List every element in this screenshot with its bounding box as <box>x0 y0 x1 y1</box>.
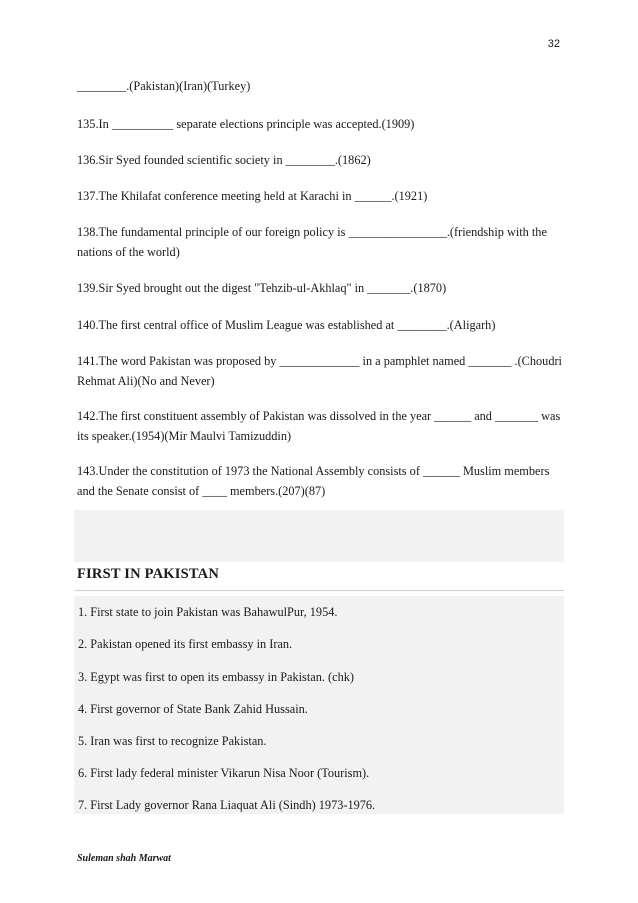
list-item: 3. Egypt was first to open its embassy in Pakistan. (chk) <box>78 670 354 684</box>
section-heading: FIRST IN PAKISTAN <box>77 566 219 582</box>
list-item: 6. First lady federal minister Vikarun Nisa Noor (Tourism). <box>78 766 370 780</box>
question-140: 140.The first central office of Muslim League was established at ________.(Aligarh) <box>77 318 496 332</box>
list-item: 5. Iran was first to recognize Pakistan. <box>78 734 267 748</box>
question-135: 135.In __________ separate elections principle was accepted.(1909) <box>77 117 415 131</box>
question-139: 139.Sir Syed brought out the digest "Tehzib-ul-Akhlaq" in _______.(1870) <box>77 281 447 295</box>
list-item: 4. First governor of State Bank Zahid Hussain. <box>78 702 308 716</box>
question-136: 136.Sir Syed founded scientific society in ________.(1862) <box>77 153 371 167</box>
list-item: 1. First state to join Pakistan was BahawulPur, 1954. <box>78 605 338 619</box>
question-138: 138.The fundamental principle of our foreign policy is ________________.(friendship with the nations of the world) <box>77 225 547 259</box>
page-number: 32 <box>547 38 560 50</box>
shaded-spacer <box>74 510 564 562</box>
question-141: 141.The word Pakistan was proposed by _____________ in a pamphlet named _______ .(Choudri Rehmat Ali)(No and Never) <box>77 354 562 388</box>
footer-author: Suleman shah Marwat <box>77 853 171 864</box>
question-134-answer: ________.(Pakistan)(Iran)(Turkey) <box>77 79 251 93</box>
heading-divider <box>74 590 564 591</box>
list-item: 2. Pakistan opened its first embassy in Iran. <box>78 637 293 651</box>
list-item: 7. First Lady governor Rana Liaquat Ali (Sindh) 1973-1976. <box>78 798 376 812</box>
question-142: 142.The first constituent assembly of Pakistan was dissolved in the year ______ and _______ was its speaker.(1954)(Mir Maulvi Tamizuddin) <box>77 409 561 443</box>
question-143: 143.Under the constitution of 1973 the National Assembly consists of ______ Muslim members and the Senate consist of ____ members.(207)(87) <box>77 464 550 498</box>
question-137: 137.The Khilafat conference meeting held at Karachi in ______.(1921) <box>77 189 428 203</box>
